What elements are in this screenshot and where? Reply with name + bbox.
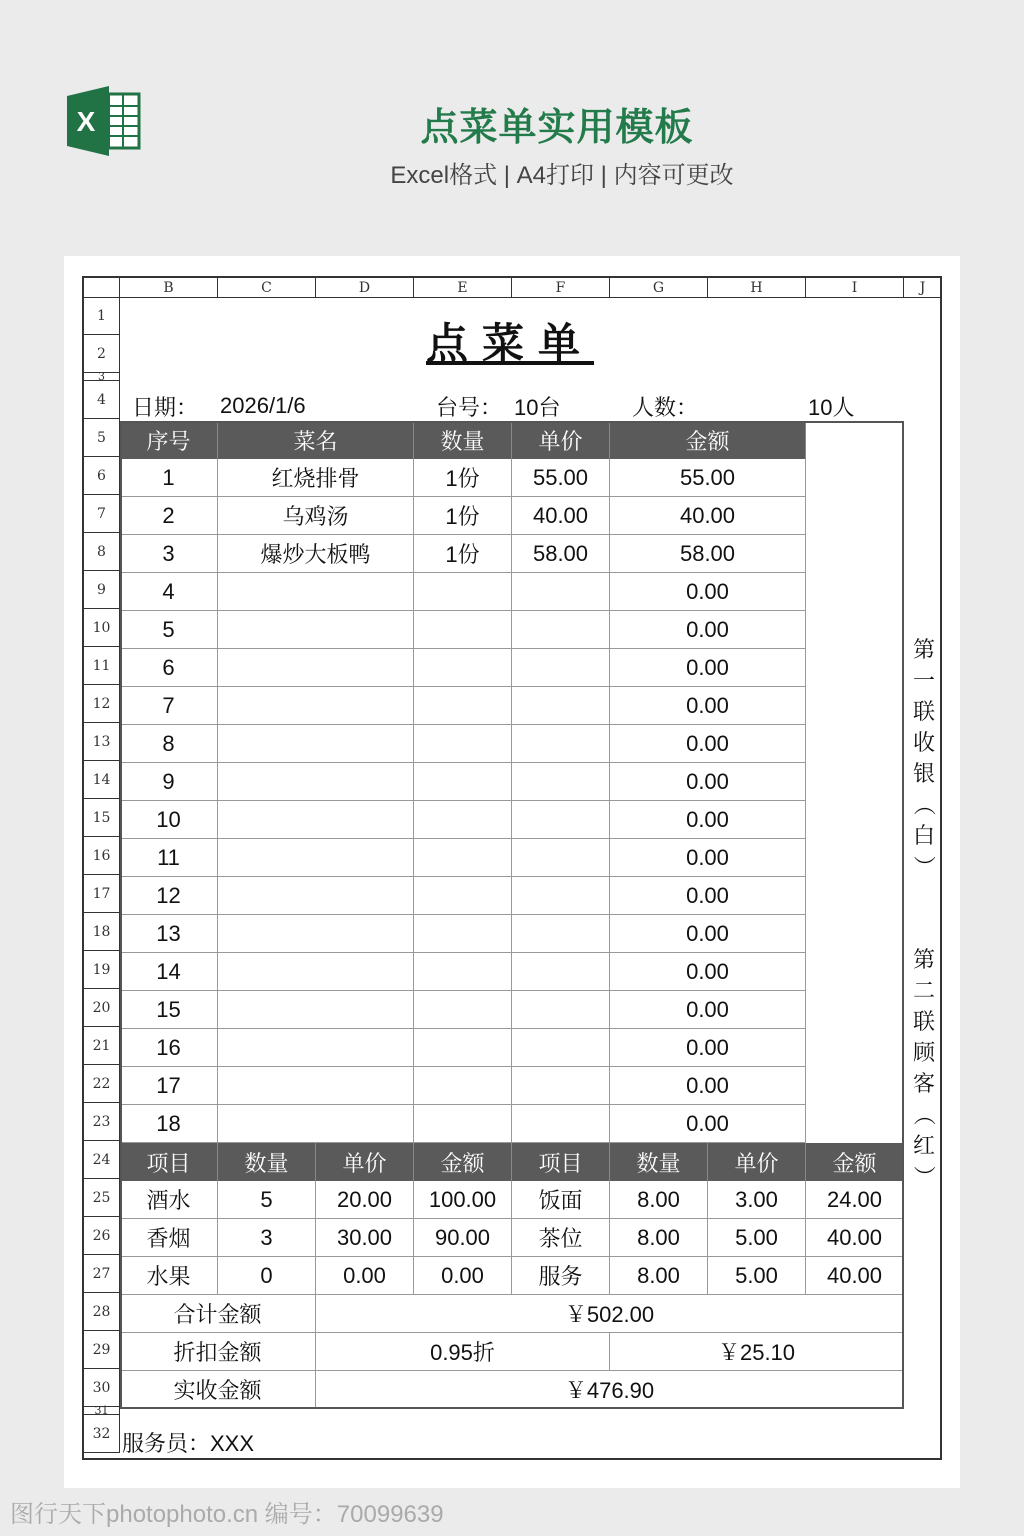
total-value[interactable]: ￥502.00 [316, 1295, 904, 1333]
dish-cell-r5-c3[interactable] [414, 611, 512, 649]
extra-header-3: 金额 [414, 1143, 512, 1181]
dish-cell-r13-c3[interactable] [414, 915, 512, 953]
side-note-cashier: 第 一 联 收 银 （ 白 ） [911, 637, 937, 878]
dish-cell-r2-c1[interactable]: 2 [120, 497, 218, 535]
row-number-14[interactable]: 14 [84, 761, 120, 799]
dish-cell-r9-c1[interactable]: 9 [120, 763, 218, 801]
row-number-17[interactable]: 17 [84, 875, 120, 913]
dish-cell-r5-c2[interactable] [218, 611, 414, 649]
dish-cell-r10-c5[interactable]: 0.00 [610, 801, 806, 839]
row-number-8[interactable]: 8 [84, 533, 120, 571]
row-number-1[interactable]: 1 [84, 298, 120, 335]
column-header-C[interactable]: C [218, 278, 316, 298]
extra-cell-r3-c3[interactable]: 0.00 [316, 1257, 414, 1295]
dish-cell-r16-c3[interactable] [414, 1029, 512, 1067]
dish-header-3: 单价 [512, 421, 610, 459]
dish-cell-r5-c5[interactable]: 0.00 [610, 611, 806, 649]
page-subtitle: Excel格式 | A4打印 | 内容可更改 [390, 162, 734, 189]
row-number-11[interactable]: 11 [84, 647, 120, 685]
logo-letter: X [76, 106, 96, 137]
dish-cell-r4-c4[interactable] [512, 573, 610, 611]
extra-cell-r2-c6[interactable]: 8.00 [610, 1219, 708, 1257]
row-number-6[interactable]: 6 [84, 457, 120, 495]
dish-cell-r15-c5[interactable]: 0.00 [610, 991, 806, 1029]
extra-cell-r1-c5[interactable]: 饭面 [512, 1181, 610, 1219]
extra-cell-r2-c5[interactable]: 茶位 [512, 1219, 610, 1257]
date-label: 日期： [132, 394, 199, 420]
dish-cell-r10-c3[interactable] [414, 801, 512, 839]
column-header-F[interactable]: F [512, 278, 610, 298]
row-number-19[interactable]: 19 [84, 951, 120, 989]
extra-cell-r3-c6[interactable]: 8.00 [610, 1257, 708, 1295]
row-number-20[interactable]: 20 [84, 989, 120, 1027]
column-header-B[interactable]: B [120, 278, 218, 298]
extra-cell-r1-c6[interactable]: 8.00 [610, 1181, 708, 1219]
extra-cell-r2-c4[interactable]: 90.00 [414, 1219, 512, 1257]
dish-cell-r1-c4[interactable]: 55.00 [512, 459, 610, 497]
dish-cell-r11-c5[interactable]: 0.00 [610, 839, 806, 877]
row-number-4[interactable]: 4 [84, 381, 120, 419]
dish-cell-r17-c2[interactable] [218, 1067, 414, 1105]
row-number-3[interactable]: 3 [84, 373, 120, 381]
dish-cell-r9-c5[interactable]: 0.00 [610, 763, 806, 801]
discount-value[interactable]: ￥25.10 [610, 1333, 904, 1371]
waiter-label: 服务员：XXX [122, 1430, 255, 1456]
dish-cell-r6-c5[interactable]: 0.00 [610, 649, 806, 687]
side-note-customer: 第 二 联 顾 客 （ 红 ） [911, 947, 937, 1188]
table-value[interactable]: 10台 [514, 394, 561, 420]
dish-cell-r15-c1[interactable]: 15 [120, 991, 218, 1029]
extra-cell-r3-c5[interactable]: 服务 [512, 1257, 610, 1295]
extra-cell-r1-c7[interactable]: 3.00 [708, 1181, 806, 1219]
dish-cell-r7-c2[interactable] [218, 687, 414, 725]
dish-cell-r12-c2[interactable] [218, 877, 414, 915]
dish-cell-r5-c4[interactable] [512, 611, 610, 649]
extra-cell-r2-c2[interactable]: 3 [218, 1219, 316, 1257]
dish-cell-r15-c4[interactable] [512, 991, 610, 1029]
extra-cell-r2-c3[interactable]: 30.00 [316, 1219, 414, 1257]
dish-cell-r11-c1[interactable]: 11 [120, 839, 218, 877]
extra-cell-r1-c2[interactable]: 5 [218, 1181, 316, 1219]
row-number-25[interactable]: 25 [84, 1179, 120, 1217]
row-number-7[interactable]: 7 [84, 495, 120, 533]
dish-cell-r10-c4[interactable] [512, 801, 610, 839]
dish-cell-r17-c3[interactable] [414, 1067, 512, 1105]
row-number-13[interactable]: 13 [84, 723, 120, 761]
row-number-2[interactable]: 2 [84, 335, 120, 373]
date-value[interactable]: 2026/1/6 [220, 393, 306, 418]
extra-cell-r3-c2[interactable]: 0 [218, 1257, 316, 1295]
dish-cell-r6-c3[interactable] [414, 649, 512, 687]
dish-cell-r15-c3[interactable] [414, 991, 512, 1029]
dish-cell-r8-c4[interactable] [512, 725, 610, 763]
row-number-28[interactable]: 28 [84, 1293, 120, 1331]
row-number-9[interactable]: 9 [84, 571, 120, 609]
dish-cell-r14-c5[interactable]: 0.00 [610, 953, 806, 991]
dish-cell-r11-c4[interactable] [512, 839, 610, 877]
column-header-G[interactable]: G [610, 278, 708, 298]
row-number-21[interactable]: 21 [84, 1027, 120, 1065]
dish-cell-r11-c3[interactable] [414, 839, 512, 877]
dish-cell-r18-c4[interactable] [512, 1105, 610, 1143]
extra-cell-r3-c1[interactable]: 水果 [120, 1257, 218, 1295]
people-value[interactable]: 10人 [808, 394, 855, 420]
dish-cell-r4-c1[interactable]: 4 [120, 573, 218, 611]
dish-cell-r7-c4[interactable] [512, 687, 610, 725]
dish-cell-r18-c5[interactable]: 0.00 [610, 1105, 806, 1143]
dish-header-2: 数量 [414, 421, 512, 459]
dish-cell-r17-c4[interactable] [512, 1067, 610, 1105]
dish-cell-r4-c3[interactable] [414, 573, 512, 611]
dish-cell-r8-c5[interactable]: 0.00 [610, 725, 806, 763]
dish-header-0: 序号 [120, 421, 218, 459]
dish-cell-r13-c5[interactable]: 0.00 [610, 915, 806, 953]
row-number-30[interactable]: 30 [84, 1369, 120, 1407]
dish-cell-r2-c2[interactable]: 乌鸡汤 [218, 497, 414, 535]
dish-cell-r12-c4[interactable] [512, 877, 610, 915]
dish-header-4: 金额 [610, 421, 806, 459]
row-number-29[interactable]: 29 [84, 1331, 120, 1369]
dish-cell-r9-c4[interactable] [512, 763, 610, 801]
extra-header-1: 数量 [218, 1143, 316, 1181]
paid-value[interactable]: ￥476.90 [316, 1371, 904, 1409]
dish-cell-r13-c2[interactable] [218, 915, 414, 953]
row-number-5[interactable]: 5 [84, 419, 120, 457]
row-number-18[interactable]: 18 [84, 913, 120, 951]
row-number-31[interactable]: 31 [84, 1407, 120, 1415]
row-number-24[interactable]: 24 [84, 1141, 120, 1179]
dish-cell-r14-c2[interactable] [218, 953, 414, 991]
sheet-title: 点菜单 [425, 320, 594, 367]
dish-cell-r14-c1[interactable]: 14 [120, 953, 218, 991]
dish-cell-r13-c1[interactable]: 13 [120, 915, 218, 953]
people-label: 人数： [632, 394, 699, 420]
dish-cell-r8-c2[interactable] [218, 725, 414, 763]
dish-header-1: 菜名 [218, 421, 414, 459]
row-number-16[interactable]: 16 [84, 837, 120, 875]
row-number-23[interactable]: 23 [84, 1103, 120, 1141]
extra-header-7: 金额 [806, 1143, 904, 1181]
dish-cell-r3-c2[interactable]: 爆炒大板鸭 [218, 535, 414, 573]
dish-cell-r5-c1[interactable]: 5 [120, 611, 218, 649]
extra-cell-r3-c4[interactable]: 0.00 [414, 1257, 512, 1295]
dish-cell-r9-c3[interactable] [414, 763, 512, 801]
dish-cell-r12-c3[interactable] [414, 877, 512, 915]
dish-cell-r14-c3[interactable] [414, 953, 512, 991]
dish-cell-r1-c2[interactable]: 红烧排骨 [218, 459, 414, 497]
page-title: 点菜单实用模板 [420, 107, 694, 149]
extra-cell-r1-c1[interactable]: 酒水 [120, 1181, 218, 1219]
dish-cell-r8-c3[interactable] [414, 725, 512, 763]
dish-cell-r16-c1[interactable]: 16 [120, 1029, 218, 1067]
extra-header-6: 单价 [708, 1143, 806, 1181]
discount-label: 折扣金额 [120, 1333, 316, 1371]
dish-cell-r1-c5[interactable]: 55.00 [610, 459, 806, 497]
dish-cell-r16-c5[interactable]: 0.00 [610, 1029, 806, 1067]
dish-cell-r3-c4[interactable]: 58.00 [512, 535, 610, 573]
column-header-E[interactable]: E [414, 278, 512, 298]
extra-cell-r3-c8[interactable]: 40.00 [806, 1257, 904, 1295]
row-number-15[interactable]: 15 [84, 799, 120, 837]
extra-header-4: 项目 [512, 1143, 610, 1181]
dish-cell-r12-c5[interactable]: 0.00 [610, 877, 806, 915]
dish-cell-r7-c5[interactable]: 0.00 [610, 687, 806, 725]
dish-cell-r3-c1[interactable]: 3 [120, 535, 218, 573]
row-number-12[interactable]: 12 [84, 685, 120, 723]
discount-rate[interactable]: 0.95折 [316, 1333, 610, 1371]
column-header-H[interactable]: H [708, 278, 806, 298]
dish-cell-r2-c3[interactable]: 1份 [414, 497, 512, 535]
dish-cell-r4-c5[interactable]: 0.00 [610, 573, 806, 611]
extra-cell-r3-c7[interactable]: 5.00 [708, 1257, 806, 1295]
extra-cell-r2-c7[interactable]: 5.00 [708, 1219, 806, 1257]
dish-cell-r4-c2[interactable] [218, 573, 414, 611]
column-header-D[interactable]: D [316, 278, 414, 298]
dish-cell-r7-c1[interactable]: 7 [120, 687, 218, 725]
extra-header-5: 数量 [610, 1143, 708, 1181]
dish-cell-r17-c5[interactable]: 0.00 [610, 1067, 806, 1105]
sheet-corner [84, 278, 120, 298]
dish-cell-r6-c4[interactable] [512, 649, 610, 687]
dish-cell-r18-c1[interactable]: 18 [120, 1105, 218, 1143]
extra-header-0: 项目 [120, 1143, 218, 1181]
row-number-32[interactable]: 32 [84, 1415, 120, 1453]
total-label: 合计金额 [120, 1295, 316, 1333]
extra-cell-r2-c8[interactable]: 40.00 [806, 1219, 904, 1257]
dish-cell-r17-c1[interactable]: 17 [120, 1067, 218, 1105]
dish-cell-r2-c5[interactable]: 40.00 [610, 497, 806, 535]
dish-cell-r18-c2[interactable] [218, 1105, 414, 1143]
extra-cell-r1-c8[interactable]: 24.00 [806, 1181, 904, 1219]
dish-cell-r16-c4[interactable] [512, 1029, 610, 1067]
table-label: 台号： [436, 394, 503, 420]
paid-label: 实收金额 [120, 1371, 316, 1409]
dish-cell-r1-c3[interactable]: 1份 [414, 459, 512, 497]
dish-cell-r12-c1[interactable]: 12 [120, 877, 218, 915]
dish-cell-r7-c3[interactable] [414, 687, 512, 725]
dish-cell-r8-c1[interactable]: 8 [120, 725, 218, 763]
dish-cell-r3-c5[interactable]: 58.00 [610, 535, 806, 573]
dish-cell-r10-c1[interactable]: 10 [120, 801, 218, 839]
extra-header-2: 单价 [316, 1143, 414, 1181]
row-number-22[interactable]: 22 [84, 1065, 120, 1103]
column-header-I[interactable]: I [806, 278, 904, 298]
row-number-27[interactable]: 27 [84, 1255, 120, 1293]
extra-cell-r1-c3[interactable]: 20.00 [316, 1181, 414, 1219]
extra-cell-r2-c1[interactable]: 香烟 [120, 1219, 218, 1257]
dish-cell-r14-c4[interactable] [512, 953, 610, 991]
dish-cell-r2-c4[interactable]: 40.00 [512, 497, 610, 535]
dish-cell-r9-c2[interactable] [218, 763, 414, 801]
dish-cell-r13-c4[interactable] [512, 915, 610, 953]
dish-cell-r15-c2[interactable] [218, 991, 414, 1029]
dish-cell-r1-c1[interactable]: 1 [120, 459, 218, 497]
dish-cell-r6-c1[interactable]: 6 [120, 649, 218, 687]
dish-cell-r18-c3[interactable] [414, 1105, 512, 1143]
watermark: 图行天下photophoto.cn 编号：70099639 [10, 1501, 444, 1528]
row-number-26[interactable]: 26 [84, 1217, 120, 1255]
dish-cell-r11-c2[interactable] [218, 839, 414, 877]
extra-cell-r1-c4[interactable]: 100.00 [414, 1181, 512, 1219]
dish-cell-r10-c2[interactable] [218, 801, 414, 839]
spreadsheet [82, 276, 942, 1460]
column-header-J[interactable]: J [904, 278, 942, 298]
row-number-10[interactable]: 10 [84, 609, 120, 647]
dish-cell-r16-c2[interactable] [218, 1029, 414, 1067]
dish-cell-r3-c3[interactable]: 1份 [414, 535, 512, 573]
dish-cell-r6-c2[interactable] [218, 649, 414, 687]
